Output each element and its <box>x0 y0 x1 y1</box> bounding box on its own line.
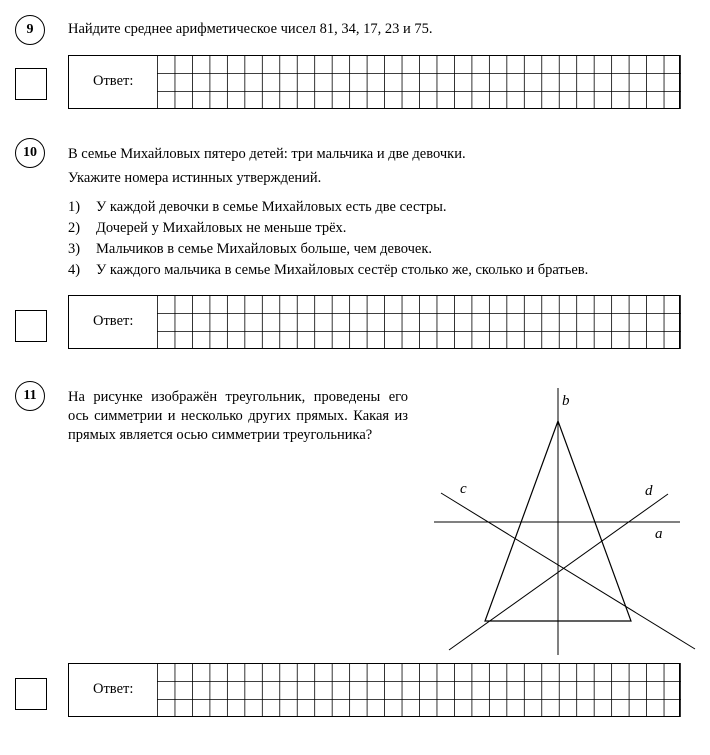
label-d: d <box>645 483 653 499</box>
answer-label: Ответ: <box>93 313 134 329</box>
task-10-question: Укажите номера истинных утверждений. <box>68 170 322 186</box>
label-b: b <box>562 393 570 409</box>
line-c <box>441 493 695 649</box>
label-a: a <box>655 526 663 542</box>
option-item: 4) У каждого мальчика в семье Михайловых сестёр столько же, сколько и братьев. <box>68 262 589 278</box>
task-number-9: 9 <box>15 15 45 45</box>
answer-label: Ответ: <box>93 73 134 89</box>
option-item: 2) Дочерей у Михайловых не меньше трёх. <box>68 220 347 236</box>
option-item: 3) Мальчиков в семье Михайловых больше, чем девочек. <box>68 241 433 257</box>
task-11-line: прямых является осью симметрии треугольника? <box>68 427 373 443</box>
task-10-intro: В семье Михайловых пятеро детей: три мальчика и две девочки. <box>68 146 466 162</box>
score-box-11[interactable] <box>15 678 47 710</box>
answer-box-11[interactable] <box>68 663 680 717</box>
task-9-text: Найдите среднее арифметическое чисел 81, 34, 17, 23 и 75. <box>68 21 433 37</box>
task-11-line: ось симметрии и несколько других прямых. Какая из <box>68 408 408 424</box>
option-item: 1) У каждой девочки в семье Михайловых есть две сестры. <box>68 199 447 215</box>
task-number-11: 11 <box>15 381 45 411</box>
answer-grid[interactable] <box>157 663 681 717</box>
answer-label: Ответ: <box>93 681 134 697</box>
task-11-line: На рисунке изображён треугольник, проведены его <box>68 389 408 405</box>
task-number-10: 10 <box>15 138 45 168</box>
label-c: c <box>460 481 467 497</box>
